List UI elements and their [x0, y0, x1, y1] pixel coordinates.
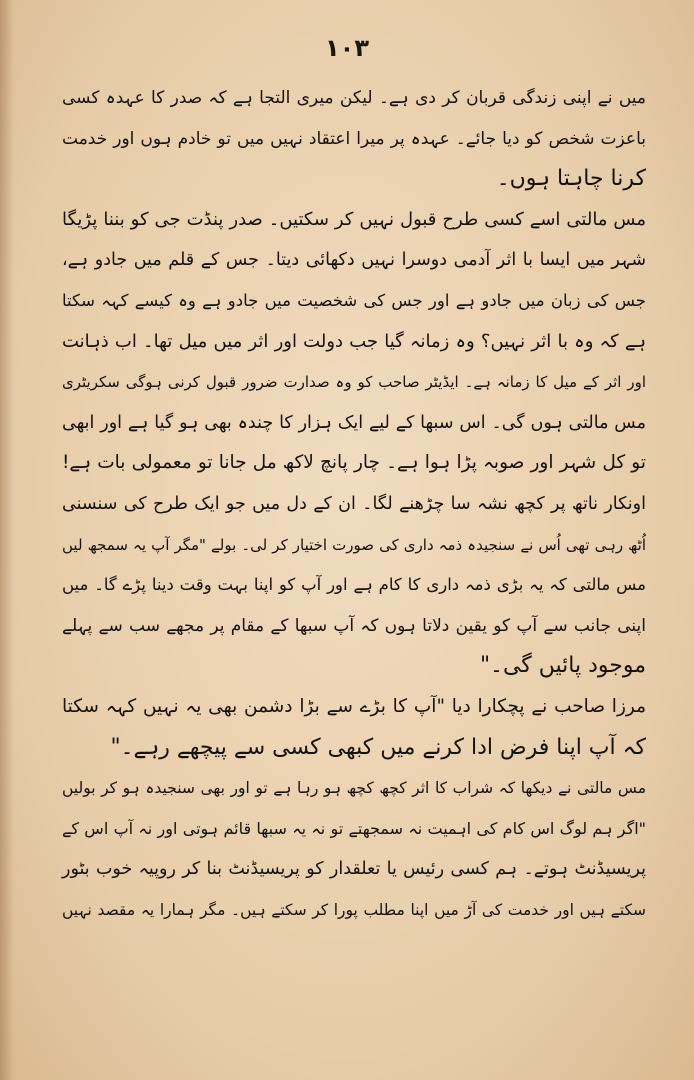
text-line: شہر میں ایسا با اثر آدمی دوسرا نہیں دکھائی دیتا۔ جس کے قلم میں جادو ہے، — [62, 250, 646, 271]
page-number: ١٠٣ — [325, 34, 369, 62]
text-line: مس مالتی کہ یہ بڑی ذمہ داری کا کام ہے اور آپ کو اپنا بہت وقت دینا پڑے گا۔ میں — [62, 575, 646, 595]
text-line: موجود پائیں گی۔" — [479, 653, 646, 679]
text-line: پریسیڈنٹ ہوتے۔ ہم کسی رئیس یا تعلقدار کو پریسیڈنٹ بنا کر روپیہ خوب بٹور — [62, 859, 646, 880]
text-line: اونکار ناتھ پر کچھ نشہ سا چڑھنے لگا۔ ان کے دل میں جو ایک طرح کی سنسنی — [62, 493, 646, 514]
page-gutter-shadow — [0, 0, 14, 1080]
paragraph — [62, 78, 646, 200]
text-line: اور اثر کے میل کا زمانہ ہے۔ ایڈیٹر صاحب کو وہ صدارت ضرور قبول کرنی ہوگی سکریٹری — [62, 373, 646, 392]
text-line: مس مالتی اسے کسی طرح قبول نہیں کر سکتیں۔ صدر پنڈت جی کو بننا پڑیگا — [62, 208, 646, 230]
text-line: کہ آپ اپنا فرض ادا کرنے میں کبھی کسی سے پیچھے رہے۔" — [110, 734, 646, 760]
text-line: میں نے اپنی زندگی قربان کر دی ہے۔ لیکن میری التجا ہے کہ صدر کا عہدہ کسی — [62, 88, 646, 108]
paragraph — [62, 484, 646, 687]
paragraph — [62, 768, 646, 930]
body-text — [62, 78, 646, 930]
text-line: مس مالتی نے دیکھا کہ شراب کا اثر کچھ کچھ ہو رہا ہے تو اور بھی سنجیدہ ہو کر بولیں — [62, 779, 646, 798]
text-line: سکتے ہیں اور خدمت کی آڑ میں اپنا مطلب پورا کر سکتے ہیں۔ مگر ہمارا یہ مقصد نہیں — [62, 900, 646, 919]
text-line: مرزا صاحب نے پچکارا دیا "آپ کا بڑے سے بڑا دشمن بھی یہ نہیں کہہ سکتا — [62, 695, 646, 717]
text-line: تو کل شہر اور صوبہ پڑا ہوا ہے۔ چار پانچ لاکھ مل جانا تو معمولی بات ہے! — [62, 452, 646, 474]
text-line: ہے کہ وہ با اثر نہیں؟ وہ زمانہ گیا جب دولت اور اثر میں میل تھا۔ اب ذہانت — [62, 330, 646, 352]
text-line: اُٹھ رہی تھی اُس نے سنجیدہ ذمہ داری کی صورت اختیار کر لی۔ بولے "مگر آپ یہ سمجھ لیں — [62, 535, 646, 554]
text-line: باعزت شخص کو دیا جائے۔ عہدہ پر میرا اعتقاد نہیں میں تو خادم ہوں اور خدمت — [62, 128, 646, 149]
paragraph — [62, 200, 646, 484]
text-line: جس کی زبان میں جادو ہے اور جس کی شخصیت میں جادو ہے وہ کیسے کہہ سکتا — [62, 290, 646, 310]
text-line: کرنا چاہتا ہوں۔ — [496, 166, 646, 192]
paragraph — [62, 687, 646, 768]
text-line: اپنی جانب سے آپ کو یقین دلاتا ہوں کہ آپ سبھا کے مقام پر مجھے سب سے پہلے — [62, 615, 646, 636]
text-line: مس مالتی ہوں گی۔ اس سبھا کے لیے ایک ہزار کا چندہ بھی ہو گیا ہے اور ابھی — [62, 412, 646, 433]
text-line: "اگر ہم لوگ اس کام کی اہمیت نہ سمجھتے تو نہ یہ سبھا قائم ہوتی اور نہ آپ اس کے — [62, 818, 646, 838]
